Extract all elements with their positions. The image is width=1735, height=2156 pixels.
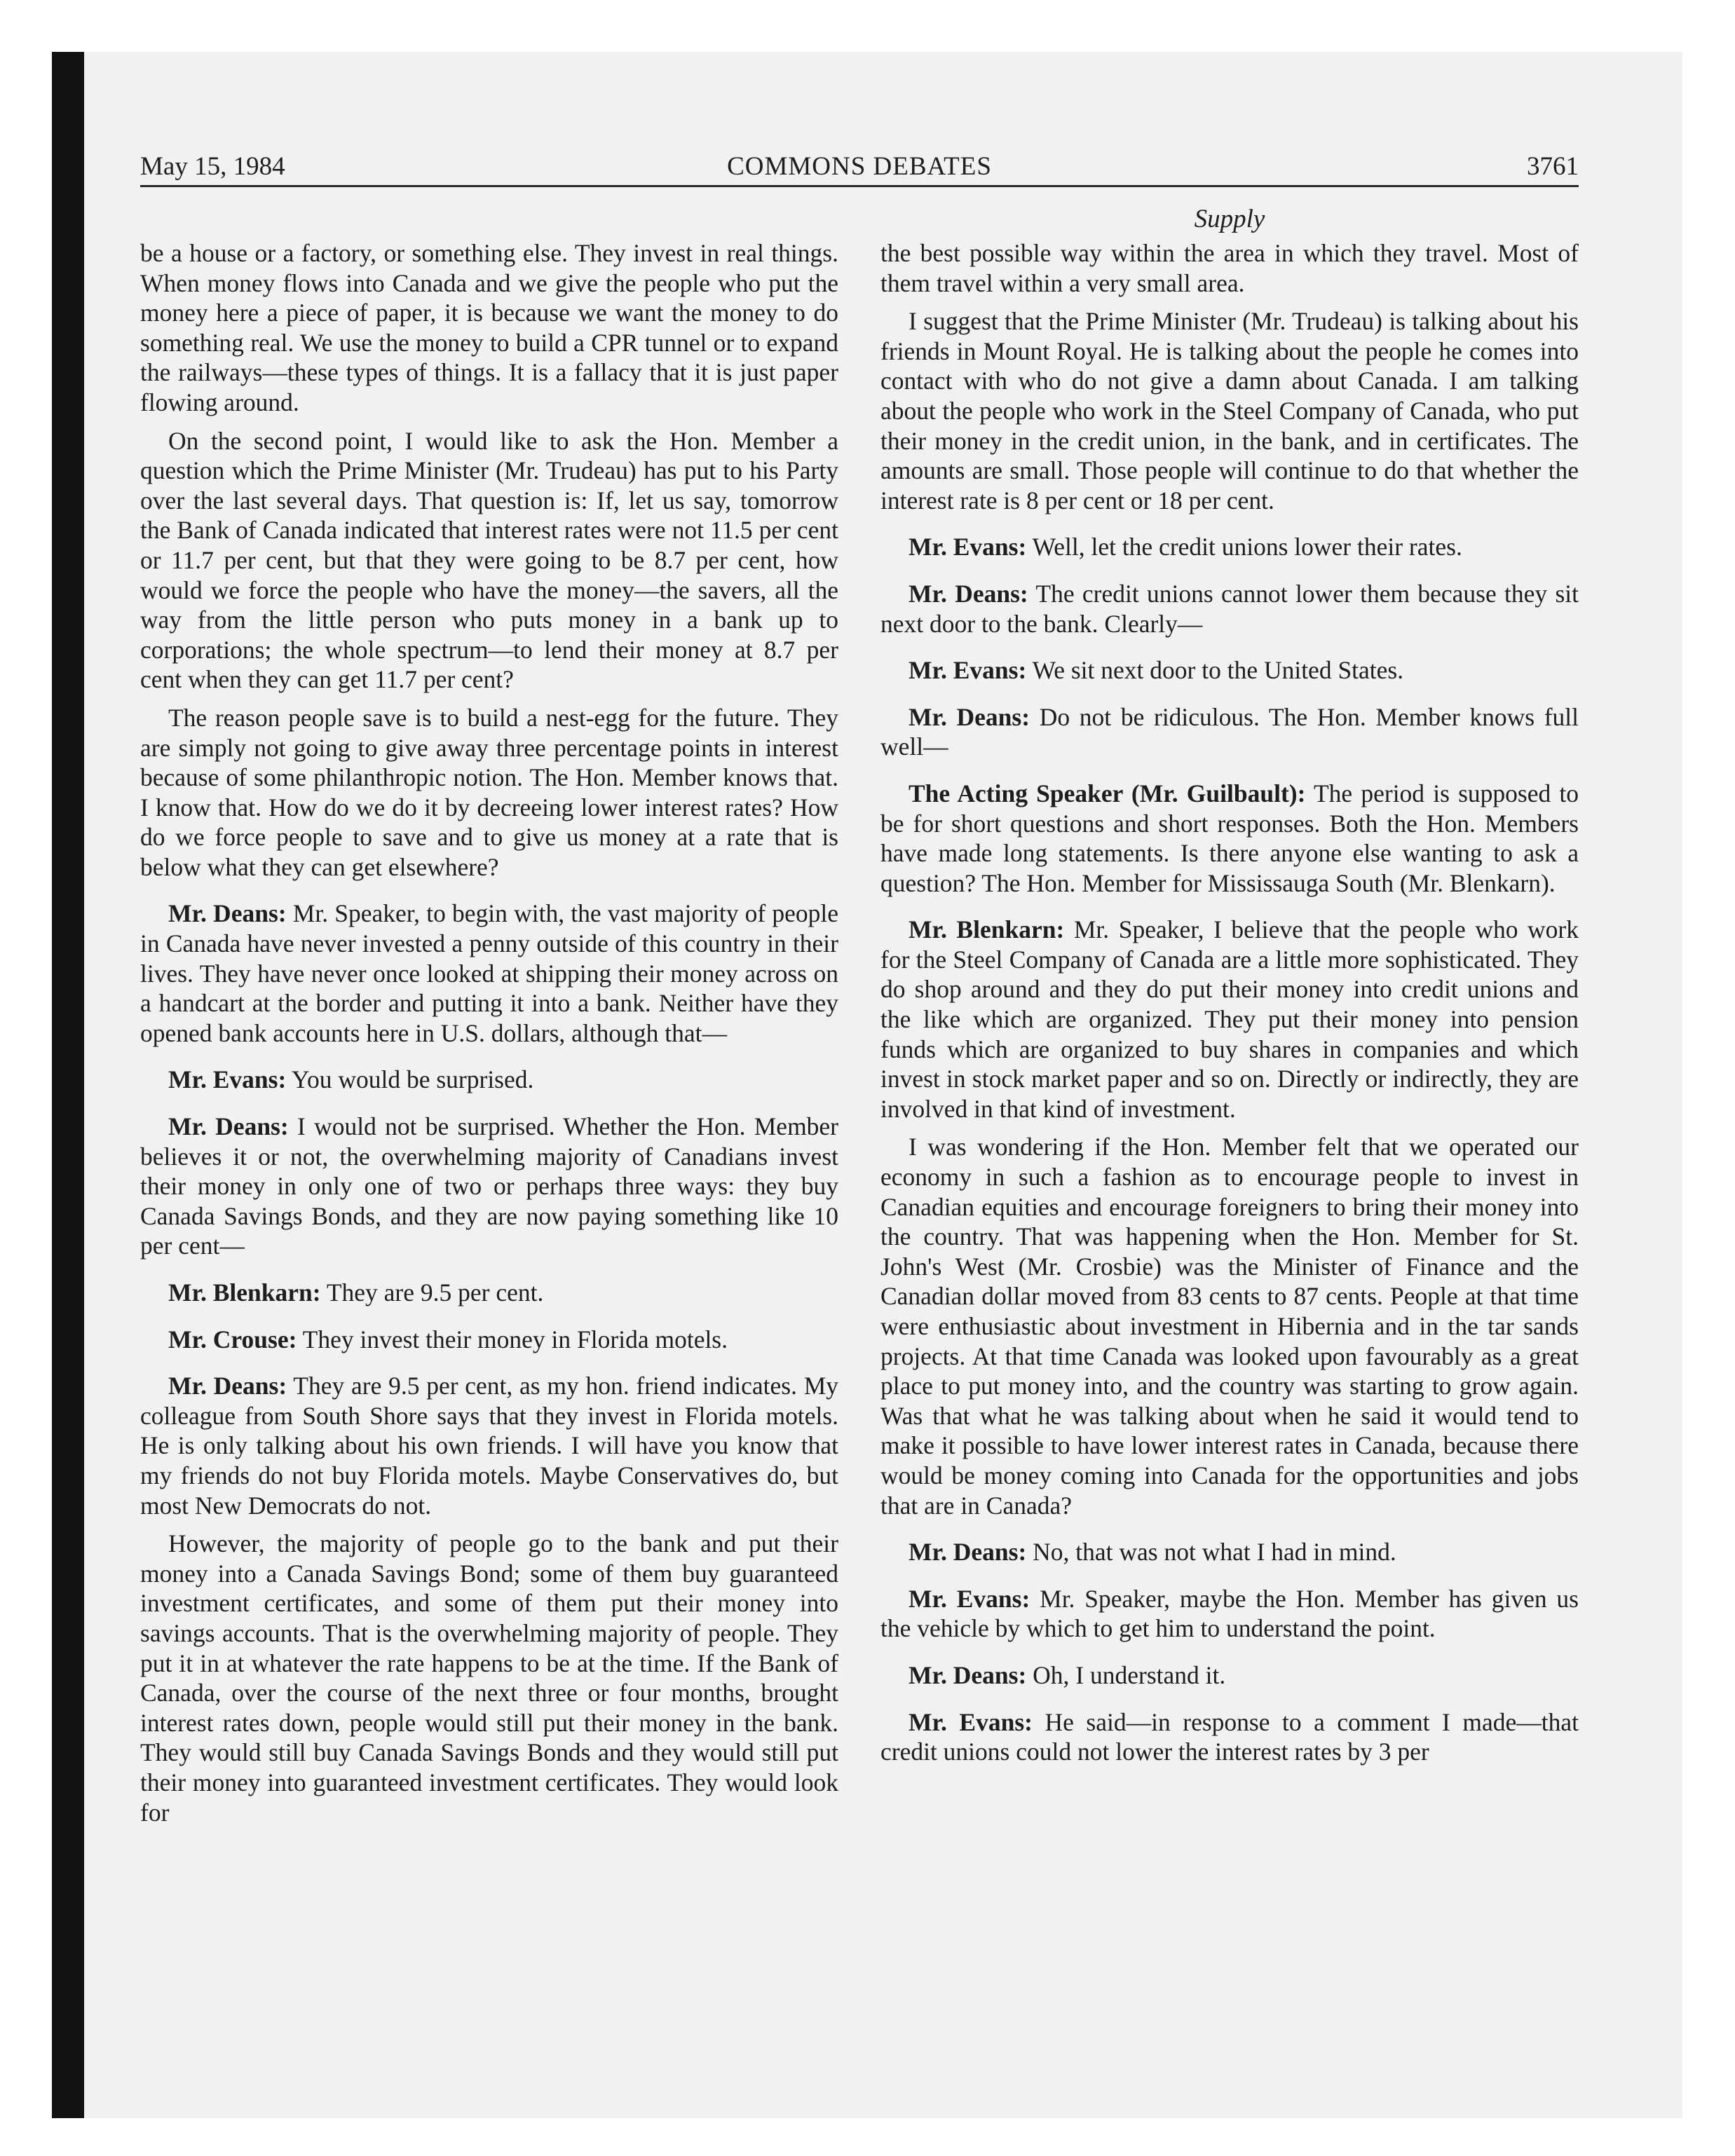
speech-paragraph: Mr. Deans: They are 9.5 per cent, as my hon. friend indicates. My colleague from South Shore says that they invest in Florida motels. He is only talking about his own friends. I will have you know that my friends do not buy Florida motels. Maybe Conservatives do, but most New Democrats do not. (140, 1372, 839, 1520)
speech-paragraph: Mr. Crouse: They invest their money in Florida motels. (168, 1325, 728, 1353)
speaker-name: The Acting Speaker (Mr. Guilbault): (909, 779, 1306, 807)
speech-paragraph: Mr. Evans: Mr. Speaker, maybe the Hon. Member has given us the vehicle by which to get him to understand the point. (880, 1584, 1579, 1643)
speaker-name: Mr. Evans: (909, 1707, 1033, 1736)
paragraph: The reason people save is to build a nest-egg for the future. They are simply not going to give away three percentage points in interest because of some philanthropic notion. The Hon. Member knows that. I know that. How do we do it by decreeing lower interest rates? How do we force people to save and to give us money at a rate that is below what they can get elsewhere? (140, 703, 838, 881)
paragraph: the best possible way within the area in which they travel. Most of them travel within a very small area. (880, 239, 1579, 297)
speaker-name: Mr. Deans: (168, 1372, 287, 1400)
speech-paragraph: Mr. Deans: Oh, I understand it. (909, 1660, 1226, 1689)
speaker-name: Mr. Blenkarn: (168, 1278, 321, 1306)
speech-paragraph: The Acting Speaker (Mr. Guilbault): The period is supposed to be for short questions and short responses. Both the Hon. Members have made long statements. Is there anyone else wanting to ask a question? The Hon. Member for Mississauga South (Mr. Blenkarn). (880, 779, 1579, 897)
speech-paragraph: Mr. Evans: He said—in response to a comment I made—that credit unions could not lower the interest rates by 3 per (880, 1707, 1579, 1766)
speech-paragraph: Mr. Evans: You would be surprised. (168, 1065, 534, 1094)
section-title: Supply (1194, 205, 1265, 233)
speaker-name: Mr. Deans: (909, 1660, 1027, 1689)
right-column (880, 238, 1579, 1775)
speaker-name: Mr. Blenkarn: (909, 915, 1065, 944)
speaker-name: Mr. Deans: (168, 1112, 289, 1141)
speaker-name: Mr. Evans: (168, 1065, 287, 1094)
speech-paragraph: Mr. Deans: I would not be surprised. Whether the Hon. Member believes it or not, the overwhelming majority of Canadians invest their money in only one of two or perhaps three ways: they buy Canada Savings Bonds, and they are now paying something like 10 per cent— (140, 1112, 839, 1260)
speech-paragraph: Mr. Deans: The credit unions cannot lower them because they sit next door to the bank. Clearly— (880, 579, 1579, 638)
speaker-name: Mr. Evans: (909, 533, 1027, 561)
speech-paragraph: Mr. Evans: We sit next door to the United States. (909, 656, 1404, 685)
paragraph: I was wondering if the Hon. Member felt that we operated our economy in such a fashion as to encourage people to invest in Canadian equities and encourage foreigners to bring their money into the country. That was happening when the Hon. Member for St. John's West (Mr. Crosbie) was the Minister of Finance and the Canadian dollar moved from 83 cents to 87 cents. People at that time were enthusiastic about investment in Hibernia and in the tar sands projects. At that time Canada was looked upon favourably as a great place to put money into, and the country was starting to grow again. Was that what he was talking about when he said it would tend to make it possible to have lower interest rates in Canada, because there would be money coming into Canada for the opportunities and jobs that are in Canada? (880, 1133, 1579, 1520)
paragraph: I suggest that the Prime Minister (Mr. Trudeau) is talking about his friends in Mount Royal. He is talking about the people he comes into contact with who do not give a damn about Canada. I am talking about the people who work in the Steel Company of Canada, who put their money in the credit union, in the bank, and in certificates. The amounts are small. Those people will continue to do that whether the interest rate is 8 per cent or 18 per cent. (880, 307, 1579, 514)
paragraph: be a house or a factory, or something else. They invest in real things. When money flows into Canada and we give the people who put the money here a piece of paper, it is because we want the money to do something real. We use the money to build a CPR tunnel or to expand the railways—these types of things. It is a fallacy that it is just paper flowing around. (140, 239, 838, 416)
speaker-name: Mr. Deans: (909, 702, 1030, 731)
speaker-name: Mr. Evans: (909, 656, 1027, 685)
page-header (140, 149, 1579, 187)
left-column (140, 238, 838, 1836)
speech-paragraph: Mr. Deans: Do not be ridiculous. The Hon. Member knows full well— (880, 702, 1579, 761)
speaker-name: Mr. Crouse: (168, 1325, 297, 1353)
speech-paragraph: Mr. Deans: Mr. Speaker, to begin with, the vast majority of people in Canada have never invested a penny outside of this country in their lives. They have never once looked at shipping their money across on a handcart at the border and putting it into a bank. Neither have they opened bank accounts here in U.S. dollars, although that— (140, 899, 839, 1047)
speaker-name: Mr. Deans: (909, 1538, 1027, 1567)
header-page-number: 3761 (1527, 152, 1579, 181)
speech-paragraph: Mr. Blenkarn: They are 9.5 per cent. (168, 1278, 544, 1306)
speaker-name: Mr. Deans: (909, 579, 1028, 608)
speech-paragraph: Mr. Blenkarn: Mr. Speaker, I believe that the people who work for the Steel Company of Canada are a little more sophisticated. They do shop around and they do put their money into credit unions and the like which are organized. They put their money into pension funds which are organized to buy shares in companies and which invest in stock market paper and so on. Directly or indirectly, they are involved in that kind of investment. (880, 915, 1579, 1123)
scan-edge (52, 52, 84, 2118)
speech-paragraph: Mr. Evans: Well, let the credit unions lower their rates. (909, 533, 1462, 561)
paragraph: On the second point, I would like to ask the Hon. Member a question which the Prime Minister (Mr. Trudeau) has put to his Party over the last several days. That question is: If, let us say, tomorrow the Bank of Canada indicated that interest rates were not 11.5 per cent or 11.7 per cent, but that they were going to be 8.7 per cent, how would we force the people who have the money—the savers, all the way from the little person who puts money in a bank up to corporations; the whole spectrum—to lend their money at 8.7 per cent when they can get 11.7 per cent? (140, 426, 838, 694)
header-publication: COMMONS DEBATES (727, 152, 992, 181)
paragraph: However, the majority of people go to the bank and put their money into a Canada Savings Bond; some of them buy guaranteed investment certificates, and some of them put their money into savings accounts. That is the overwhelming majority of people. They put it in at whatever the rate happens to be at the time. If the Bank of Canada, over the course of the next three or four months, brought interest rates down, people would still put their money in the bank. They would still buy Canada Savings Bonds and they would still put their money into guaranteed investment certificates. They would look for (140, 1529, 838, 1827)
speech-paragraph: Mr. Deans: No, that was not what I had in mind. (909, 1538, 1396, 1567)
header-date: May 15, 1984 (140, 152, 285, 181)
speaker-name: Mr. Deans: (168, 899, 287, 928)
speaker-name: Mr. Evans: (909, 1584, 1030, 1613)
